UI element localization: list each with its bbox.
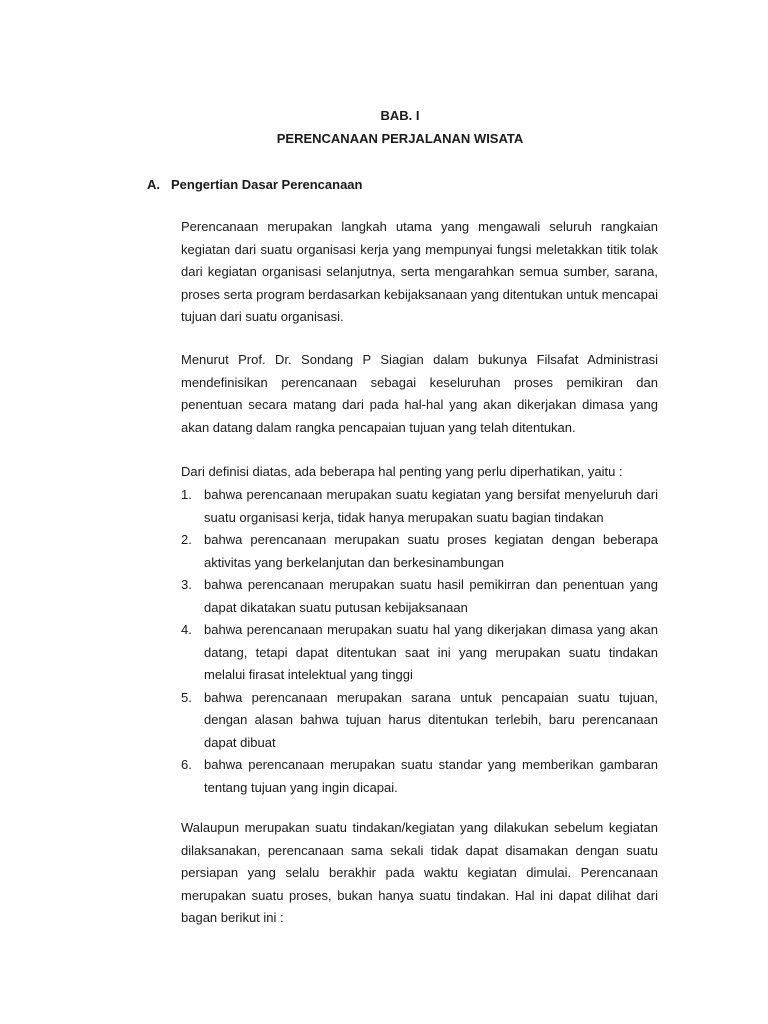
list-item [181,754,658,799]
list-item-text: bahwa perencanaan merupakan suatu proses kegiatan dengan beberapa aktivitas yang berkelanjutan dan berkesinambungan [204,532,658,570]
list-item-number: 4. [181,622,192,637]
list-item-number: 1. [181,487,192,502]
list-item [181,687,658,755]
section-letter: A. [147,177,160,192]
numbered-list [181,484,658,799]
paragraph-4: Walaupun merupakan suatu tindakan/kegiatan yang dilakukan sebelum kegiatan dilaksanakan, perencanaan sama sekali tidak dapat disamakan dengan suatu persiapan yang selalu berakhir pada waktu kegiatan dimulai. Perencanaan merupakan suatu proses, bukan hanya suatu tindakan. Hal ini dapat dilihat dari bagan berikut ini : [181,820,658,925]
list-item-number: 5. [181,689,192,705]
list-item-number: 3. [181,577,192,592]
list-item-text: bahwa perencanaan merupakan sarana untuk pencapaian suatu tujuan, dengan alasan bahwa tujuan harus ditentukan terlebih, baru perencanaan dapat dibuat [204,689,658,750]
paragraph-2: Menurut Prof. Dr. Sondang P Siagian dalam bukunya Filsafat Administrasi mendefinisikan perencanaan sebagai keseluruhan proses pemikiran dan penentuan secara matang dari pada hal-hal yang akan dikerjakan dimasa yang akan datang dalam rangka pencapaian tujuan yang telah ditentukan. [181,352,658,435]
page-title: PERENCANAAN PERJALANAN WISATA [276,131,524,146]
list-item-number: 6. [181,757,192,772]
list-item [181,529,658,574]
section-heading [147,177,362,192]
paragraph-3: Dari definisi diatas, ada beberapa hal penting yang perlu diperhatikan, yaitu : [181,464,623,479]
paragraph-1: Perencanaan merupakan langkah utama yang mengawali seluruh rangkaian kegiatan dari suatu organisasi kerja yang mempunyai fungsi meletakkan titik tolak dari kegiatan organisasi selanjutnya, serta mengarahkan semua sumber, sarana, proses serta program berdasarkan kebijaksanaan yang ditentukan untuk mencapai tujuan dari suatu organisasi. [181,219,658,324]
list-item-number: 2. [181,532,192,547]
chapter-label: BAB. I [380,108,420,123]
section-heading-text: Pengertian Dasar Perencanaan [171,177,363,192]
list-item-text: bahwa perencanaan merupakan suatu hasil pemikirran dan penentuan yang dapat dikatakan suatu putusan kebijaksanaan [204,577,658,615]
list-item [181,484,658,529]
list-item [181,574,658,619]
list-item-text: bahwa perencanaan merupakan suatu standar yang memberikan gambaran tentang tujuan yang ingin dicapai. [204,757,658,795]
list-item-text: bahwa perencanaan merupakan suatu kegiatan yang bersifat menyeluruh dari suatu organisasi kerja, tidak hanya merupakan suatu bagian tindakan [204,487,658,525]
list-item [181,619,658,687]
list-item-text: bahwa perencanaan merupakan suatu hal yang dikerjakan dimasa yang akan datang, tetapi dapat ditentukan saat ini yang merupakan suatu tindakan melalui firasat intelektual yang tinggi [204,622,658,682]
